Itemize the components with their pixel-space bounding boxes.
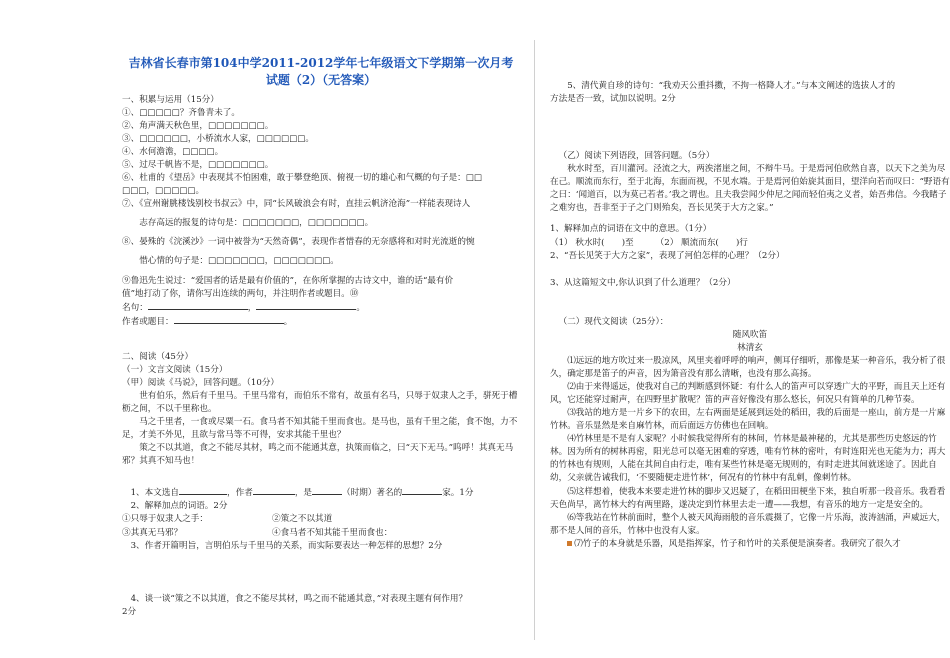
question-1: ①、□□□□□？齐鲁青未了。 <box>122 107 240 118</box>
paragraph-7-text: ⑺竹子的本身就是乐器，风是指挥家，竹子和竹叶的关系便是演奏者。我研究了很久才 <box>574 538 901 549</box>
ma-shuo-paragraph-2: 马之千里者，一食或尽粟一石。食马者不知其能千里而食也。是马也，虽有千里之能，食不饱，力不足，才美不外见，且欲与常马等不可得，安求其能千里也？ <box>122 417 518 441</box>
reading-question-4-points: 2分 <box>122 606 137 617</box>
question-5-line-2: 方法是否一致，试加以说明。2分 <box>550 94 676 105</box>
q1-item-2: （2） 顺流而东( )行 <box>655 237 748 248</box>
section-1-heading: 一、积累与运用（15分） <box>122 94 219 105</box>
question-7-line-2: 志存高远的报复的诗句是：□□□□□□□，□□□□□□□。 <box>139 218 374 229</box>
q1-part: 家。1分 <box>442 488 474 499</box>
reading-question-3: 3、作者开篇明旨，言明伯乐与千里马的关系，而实际要表达一种怎样的思想？2分 <box>130 540 443 551</box>
question-6-line-2: □□□，□□□□□。 <box>122 186 205 197</box>
title-line-1: 吉林省长春市第104中学2011-2012学年七年级语文下学期第一次月考 <box>128 56 514 70</box>
passage-b-question-1: 1、解释加点的词语在文中的意思。（1分） <box>550 224 712 235</box>
q2-item-4: ④食马者不知其能千里而食也： <box>272 527 393 538</box>
question-3: ③、□□□□□□，小桥流水人家，□□□□□□。 <box>122 133 314 144</box>
classical-reading-heading: （一）文言文阅读（15分） <box>122 364 228 375</box>
q1-item-1: （1） 秋水时( )至 <box>550 237 634 248</box>
passage-b-text: 秋水时至，百川灌河。泾流之大，两涘渚崖之间，不辩牛马。于是焉河伯欣然自喜，以天下之美为尽在己。顺流而东行，至于北海，东面而视，不见水端。于是焉河伯始旋其面目，望洋向若而叹曰：“野语有之曰：‘闻道百，以为莫己若者。’我之谓也。且夫我尝闻少仲尼之闻而轻伯夷之义者，始吾弗信。今我睹子之难穷也，吾非至于子之门则殆矣，吾长见笑于大方之家。” <box>550 164 950 214</box>
answer-blank[interactable] <box>253 486 295 495</box>
q1-part: 1、本文选自 <box>130 488 180 499</box>
passage-b-question-3: 3、从这篇短文中,你认识到了什么道理？（2分） <box>550 277 736 288</box>
q2-item-2: ②策之不以其道 <box>272 514 333 525</box>
answer-blank[interactable] <box>148 301 248 310</box>
answer-blank[interactable] <box>179 486 227 495</box>
question-8-line-2: 惜心情的句子是：□□□□□□□，□□□□□□□。 <box>139 256 339 267</box>
right-column <box>550 0 950 551</box>
passage-a-heading: （甲）阅读《马说》，回答问题。（10分） <box>122 377 280 388</box>
author-label: 作者或题目： <box>122 316 174 327</box>
document-title <box>122 55 520 90</box>
answer-blank[interactable] <box>312 486 342 495</box>
q2-item-3: ③其真无马邪？ <box>122 527 183 538</box>
bullet-mark-icon <box>567 541 572 546</box>
modern-paragraph-5: ⑸这样想着，使我本来要走进竹林的脚步又迟疑了，在稻田田梗坐下来，独自听那一段音乐。我看看天色尚早，离竹林大约有两里路，遂决定到竹林里去走一遭——我想，有音乐的地方一定是安全的。 <box>550 486 946 510</box>
question-9-line-1: ⑨鲁迅先生说过：“爱国者的话是最有价值的”，在你所掌握的古诗文中，谁的话“最有价 <box>122 275 454 286</box>
author-answer: 作者或题目： 。 <box>122 316 293 327</box>
question-5: ⑤、过尽千帆皆不是，□□□□□□□。 <box>122 160 274 171</box>
modern-paragraph-2: ⑵由于来得遥远，使我对自己的判断感到怀疑：有什么人的笛声可以穿透广大的平野，而且天上还有风，它还能穿过耐声，在四野里扩散呢？笛的声音好像没有那么悠长，何况只有简单的几种节奏。 <box>550 382 946 406</box>
title-line-2: 试题（2）（无答案） <box>265 73 377 88</box>
left-column <box>122 0 520 619</box>
answer-blank[interactable] <box>402 486 442 495</box>
reading-question-4: 4、谈一谈“策之不以其道，食之不能尽其材，鸣之而不能通其意，”对表现主题有何作用？ <box>130 593 468 604</box>
passage-b-heading: （乙）阅读下列语段，回答问题。（5分） <box>558 151 715 162</box>
question-5-line-1: 5、清代黄自珍的诗句：“我劝天公重抖擞，不拘一格降人才。”与本文阐述的选拔人才的 <box>567 81 896 91</box>
question-8-line-1: ⑧、晏殊的《浣溪沙》一词中被誉为“天然奇偶”，表现作者惜春的无奈感将和对时光流逝的惋 <box>122 237 475 248</box>
modern-reading-heading: （二）现代文阅读（25分）： <box>558 316 669 327</box>
column-divider <box>534 40 535 640</box>
question-7-line-1: ⑦、《宣州谢朓楼饯别校书叔云》中，同“长风破浪会有时，直挂云帆济沧海”一样能表现诗人 <box>122 199 471 210</box>
answer-blank[interactable] <box>256 301 356 310</box>
famous-line-label: 名句： <box>122 302 148 313</box>
question-6-line-1: ⑥、杜甫的《望岳》中表现其不怕困难，敢于攀登绝顶、俯视一切的雄心和气概的句子是：□□ <box>122 173 482 184</box>
question-2-items <box>122 513 520 539</box>
reading-question-2: 2、解释加点的词语。2分 <box>130 501 228 512</box>
q1-part: （时期）著名的 <box>342 488 403 499</box>
modern-paragraph-3: ⑶我站的地方是一片乡下的农田，左右两面是延展到远处的稻田，我的后面是一座山，前方是一片麻竹林。音乐显然是来自麻竹林，而后面远方仿佛也在回响。 <box>550 408 946 432</box>
modern-paragraph-6: ⑹等我站在竹林前面时，整个人被天风海雨般的音乐震摄了，它像一片乐海，波涛汹涌，声威远大，那不是人间的音乐，竹林中也没有人家。 <box>550 512 946 536</box>
question-9-line-2: 值”地打动了你，请你写出连续的两句，并注明作者或题目。⑩ <box>122 288 359 299</box>
passage-b-question-2: 2、“吾长见笑于大方之家”，表现了河伯怎样的心理？（2分） <box>550 250 785 261</box>
ma-shuo-paragraph-1: 世有伯乐，然后有千里马。千里马常有，而伯乐不常有，故虽有名马，只辱于奴隶人之手，骈死于槽枥之间，不以千里称也。 <box>122 390 518 415</box>
ma-shuo-paragraph-3: 策之不以其道，食之不能尽其材，鸣之而不能通其意，执策而临之，曰“天下无马。”呜呼！其真无马邪？其真不知马也！ <box>122 443 514 467</box>
q2-item-1: ①只辱于奴隶人之手： <box>122 514 208 525</box>
modern-paragraph-1: ⑴远远的地方吹过来一股凉风，风里夹着呼呼的响声，侧耳仔细听，那像是某一种音乐，我分析了很久，确定那是笛子的声音，因为箫音没有那么清晰，也没有那么高扬。 <box>550 355 946 379</box>
famous-line-answer: 名句： ， 。 <box>122 302 366 313</box>
answer-blank[interactable] <box>174 315 284 324</box>
section-2-heading: 二、阅读（45分） <box>122 351 194 362</box>
modern-paragraph-7 <box>550 538 950 551</box>
q1-part: ，作者 <box>227 488 253 499</box>
reading-question-1 <box>122 486 520 500</box>
question-2: ②、角声满天秋色里，□□□□□□□。 <box>122 120 274 131</box>
modern-article-author: 林清玄 <box>737 342 763 353</box>
modern-paragraph-4: ⑷竹林里是不是有人家呢？小时候我觉得所有的林间，竹林是最神秘的，尤其是那些历史悠远的竹林。因为所有的树林再密，阳光总可以毫无困难的穿透，唯有竹林的密叶，有时连阳光也无能为力；再大的竹林也有规则，人能在其间自由行走，唯有某些竹林是毫无规则的，有时走进其间就迷途了。因此自幼，父亲就告诫我们，‘不要随便走进竹林’，何况有的竹林中有乱刺，像刺竹林。 <box>550 434 946 484</box>
q1-part: ，是 <box>294 488 313 499</box>
question-4: ④、水何澹澹，□□□□。 <box>122 147 224 158</box>
modern-article-title: 随风吹笛 <box>732 329 768 340</box>
passage-b-question-1-items <box>550 237 950 250</box>
